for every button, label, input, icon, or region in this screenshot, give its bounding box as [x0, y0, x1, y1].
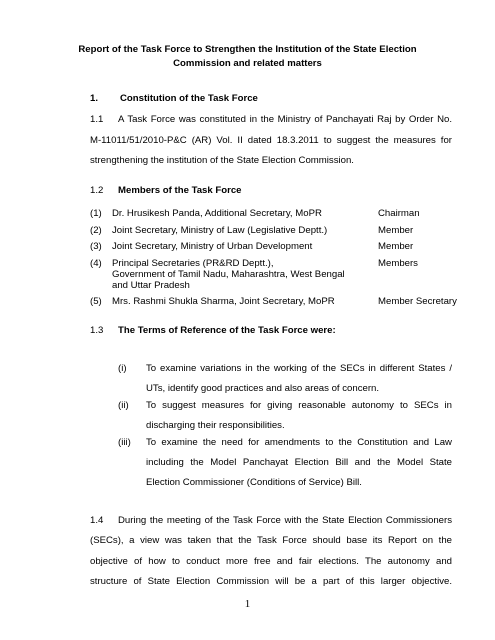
member-number: (2)	[90, 225, 102, 236]
section-1-heading: Constitution of the Task Force	[120, 93, 258, 104]
member-name: and Uttar Pradesh	[112, 280, 190, 291]
para-1-1-line: A Task Force was constituted in the Ministry of Panchayati Raj by Order No.	[118, 114, 452, 125]
para-1-1-line: M-11011/51/2010-P&C (AR) Vol. II dated 18.3.2011 to suggest the measures for	[90, 135, 452, 146]
term-line: UTs, identify good practices and also areas of concern.	[146, 383, 380, 394]
term-line: including the Model Panchayat Election Bill and the Model State	[146, 457, 452, 468]
member-name: Dr. Hrusikesh Panda, Additional Secretary, MoPR	[112, 208, 322, 219]
section-1-3-heading: The Terms of Reference of the Task Force were:	[118, 325, 336, 336]
member-number: (4)	[90, 258, 102, 269]
report-title-line-2: Commission and related matters	[173, 58, 322, 69]
para-1-4-number: 1.4	[90, 515, 104, 526]
term-number: (iii)	[118, 437, 131, 448]
para-1-4-line: structure of State Election Commission will be a part of this larger objective.	[90, 576, 452, 587]
para-1-4-line: During the meeting of the Task Force with the State Election Commissioners	[118, 515, 452, 526]
report-title-line-1: Report of the Task Force to Strengthen the Institution of the State Election	[78, 44, 417, 55]
para-1-1-number: 1.1	[90, 114, 104, 125]
member-role: Member Secretary	[378, 296, 457, 307]
member-name: Joint Secretary, Ministry of Urban Development	[112, 241, 313, 252]
member-name: Joint Secretary, Ministry of Law (Legislative Deptt.)	[112, 225, 328, 236]
term-line: To examine variations in the working of the SECs in different States /	[146, 363, 452, 374]
member-name: Principal Secretaries (PR&RD Deptt.),	[112, 258, 274, 269]
section-1-3-number: 1.3	[90, 325, 104, 336]
member-role: Members	[378, 258, 418, 269]
para-1-4-line: objective of how to conduct more free and fair elections. The autonomy and	[90, 556, 452, 567]
term-line: To examine the need for amendments to the Constitution and Law	[146, 437, 452, 448]
member-number: (3)	[90, 241, 102, 252]
term-line: discharging their responsibilities.	[146, 420, 285, 431]
term-number: (i)	[118, 363, 127, 374]
member-role: Member	[378, 225, 414, 236]
member-role: Chairman	[378, 208, 420, 219]
term-line: To suggest measures for giving reasonable autonomy to SECs in	[146, 400, 452, 411]
member-name: Government of Tamil Nadu, Maharashtra, West Bengal	[112, 269, 345, 280]
member-role: Member	[378, 241, 414, 252]
term-line: Election Commissioner (Conditions of Service) Bill.	[146, 477, 362, 488]
para-1-1-line: strengthening the institution of the State Election Commission.	[90, 155, 354, 166]
member-number: (5)	[90, 296, 102, 307]
section-1-number: 1.	[90, 93, 99, 104]
member-name: Mrs. Rashmi Shukla Sharma, Joint Secretary, MoPR	[112, 296, 335, 307]
para-1-4-line: (SECs), a view was taken that the Task Force should base its Report on the	[90, 535, 452, 546]
section-1-2-number: 1.2	[90, 185, 104, 196]
member-number: (1)	[90, 208, 102, 219]
term-number: (ii)	[118, 400, 129, 411]
section-1-2-heading: Members of the Task Force	[118, 185, 242, 196]
page-number: 1	[244, 598, 251, 610]
